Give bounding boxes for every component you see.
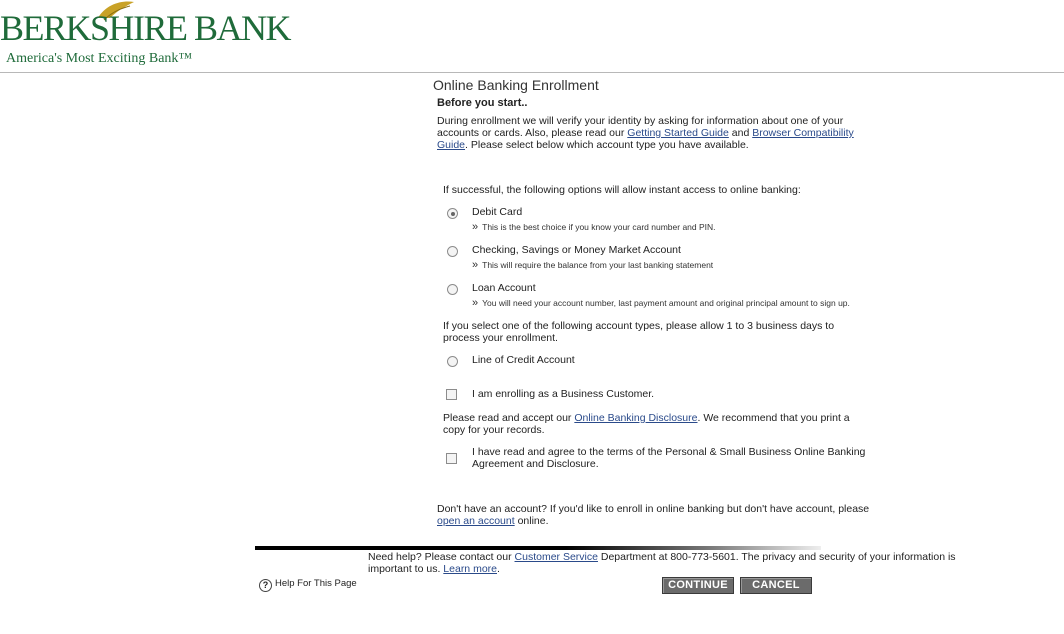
debit-card-radio[interactable]: [447, 208, 458, 219]
footer-divider: [255, 546, 821, 550]
agree-terms-checkbox[interactable]: [446, 453, 457, 464]
chevron-right-icon: »: [472, 297, 479, 309]
learn-more-link[interactable]: Learn more: [443, 563, 497, 575]
line-of-credit-label: Line of Credit Account: [472, 354, 575, 366]
no-account-suffix: online.: [514, 515, 549, 527]
browser-compatibility-link[interactable]: Browser Compatibility Guide: [437, 127, 854, 151]
intro-text-2: . Please select below which account type you have available.: [465, 139, 749, 151]
loan-account-desc-text: You will need your account number, last payment amount and original principal amount to sign up.: [482, 298, 850, 308]
loan-account-desc: [472, 297, 850, 309]
loan-account-radio[interactable]: [447, 284, 458, 295]
open-account-link[interactable]: open an account: [437, 515, 515, 527]
agree-terms-label: I have read and agree to the terms of the Personal & Small Business Online Banking Agreement and Disclosure.: [472, 446, 866, 470]
intro-text-1: During enrollment we will verify your identity by asking for information about one of your accounts or cards. Also, please read our: [437, 115, 844, 139]
disclosure-suffix: . We recommend that you print a copy for your records.: [443, 412, 850, 436]
line-of-credit-radio[interactable]: [447, 356, 458, 367]
chevron-right-icon: »: [472, 221, 479, 233]
help-suffix: .: [497, 563, 500, 575]
checking-savings-label: Checking, Savings or Money Market Account: [472, 244, 681, 256]
help-contact-text: [368, 551, 988, 575]
bank-name: BERKSHIRE BANK: [0, 8, 291, 48]
disclosure-note: [443, 412, 873, 436]
page-title: Online Banking Enrollment: [433, 77, 599, 93]
debit-card-desc-text: This is the best choice if you know your card number and PIN.: [482, 222, 716, 232]
pending-enrollment-note: If you select one of the following account types, please allow 1 to 3 business days to process your enrollment.: [443, 320, 835, 344]
bank-tagline: America's Most Exciting Bank™: [6, 51, 193, 66]
debit-card-desc: [472, 221, 716, 233]
loan-account-label: Loan Account: [472, 282, 536, 294]
help-middle: Department at 800-773-5601. The privacy and security of your information is important to us.: [368, 551, 956, 575]
intro-and: and: [728, 127, 753, 139]
help-for-this-page-label: Help For This Page: [275, 578, 357, 589]
options-intro: If successful, the following options will allow instant access to online banking:: [443, 184, 801, 196]
business-customer-checkbox[interactable]: [446, 389, 457, 400]
online-banking-disclosure-link[interactable]: Online Banking Disclosure: [574, 412, 698, 424]
business-customer-label: I am enrolling as a Business Customer.: [472, 388, 655, 400]
before-heading: Before you start..: [437, 97, 528, 109]
help-prefix: Need help? Please contact our: [368, 551, 515, 563]
continue-button[interactable]: CONTINUE: [662, 577, 734, 594]
help-question-icon: ?: [259, 579, 272, 592]
no-account-note: [437, 503, 877, 527]
help-for-this-page-link[interactable]: [259, 578, 357, 592]
intro-text: [437, 115, 877, 151]
cancel-button[interactable]: CANCEL: [740, 577, 812, 594]
getting-started-link[interactable]: Getting Started Guide: [627, 127, 729, 139]
no-account-prefix: Don't have an account? If you'd like to enroll in online banking but don't have account, please: [437, 503, 870, 515]
customer-service-link[interactable]: Customer Service: [514, 551, 598, 563]
bank-logo[interactable]: [0, 0, 291, 72]
disclosure-prefix: Please read and accept our: [443, 412, 575, 424]
checking-savings-radio[interactable]: [447, 246, 458, 257]
chevron-right-icon: »: [472, 259, 479, 271]
debit-card-label: Debit Card: [472, 206, 523, 218]
checking-savings-desc-text: This will require the balance from your last banking statement: [482, 260, 714, 270]
header-divider: [0, 72, 1064, 73]
checking-savings-desc: [472, 259, 713, 271]
